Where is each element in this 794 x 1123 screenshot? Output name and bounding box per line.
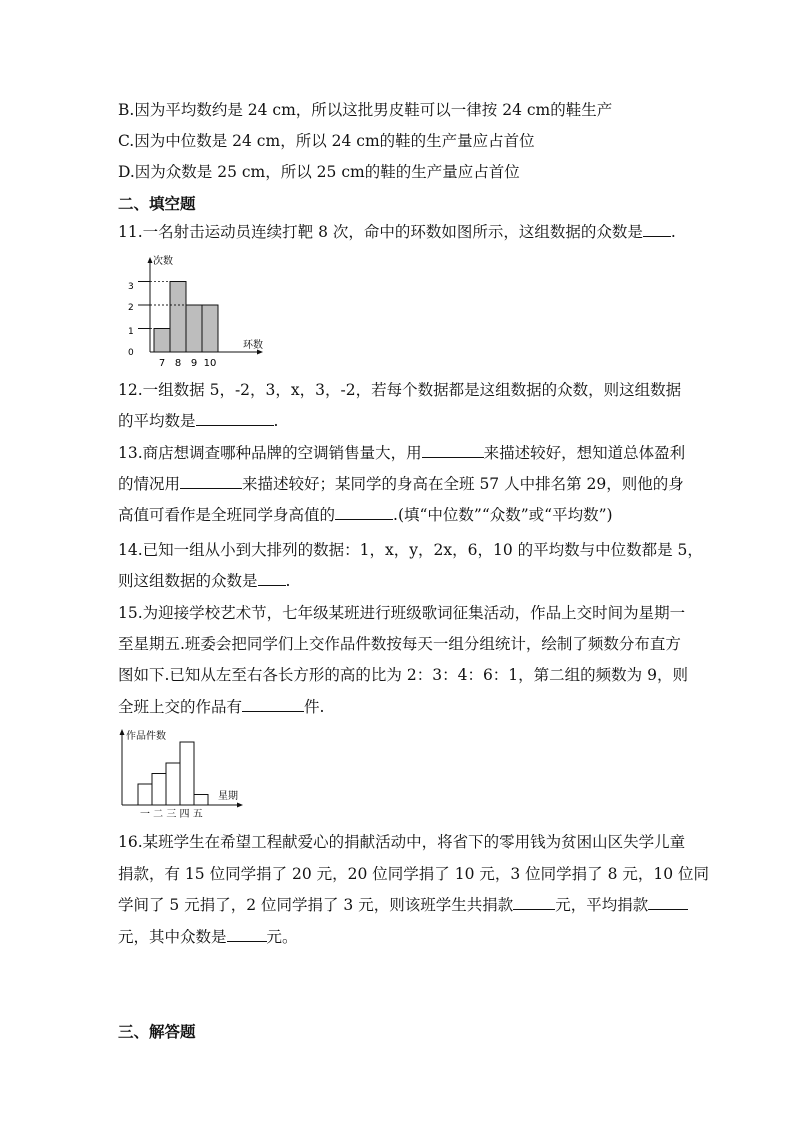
- q15-bar-1: [138, 784, 152, 805]
- q11-ylabel: 次数: [153, 256, 173, 267]
- q15-line4a: 全班上交的作品有: [118, 698, 243, 716]
- q11-ytick-0: 0: [128, 348, 134, 358]
- q15-histogram: [118, 727, 258, 823]
- q11-ytick-1: 1: [128, 327, 134, 337]
- q13-line1b: 来描述较好，想知道总体盈利: [483, 444, 686, 462]
- option-c: C.因为中位数是 24 cm，所以 24 cm的鞋的生产量应占首位: [118, 132, 535, 150]
- question-15-line-3: 图如下.已知从左至右各长方形的高的比为 2：3：4：6：1，第二组的频数为 9，则: [118, 666, 688, 684]
- q15-ylabel: 作品件数: [126, 731, 166, 742]
- q11-bar-10: [202, 305, 218, 352]
- option-b: B.因为平均数约是 24 cm，所以这批男皮鞋可以一律按 24 cm的鞋生产: [118, 101, 613, 119]
- q12-end: .: [273, 412, 279, 430]
- q13-line2b: 来描述较好；某同学的身高在全班 57 人中排名第 29，则他的身: [242, 475, 684, 493]
- q14-end: .: [285, 572, 291, 590]
- q15-line4b: 件.: [304, 698, 325, 716]
- question-15-line-2: 至星期五.班委会把同学们上交作品件数按每天一组分组统计，绘制了频数分布直方: [118, 635, 681, 653]
- q16-blank-3: [227, 927, 267, 942]
- q11-xtick-8: 8: [174, 358, 182, 369]
- q13-blank-1: [422, 443, 484, 458]
- q15-bar-3: [166, 763, 180, 805]
- question-16-line-2: 捐款，有 15 位同学捐了 20 元，20 位同学捐了 10 元，3 位同学捐了 8 元，10 位同: [118, 865, 710, 883]
- q16-blank-1: [513, 895, 555, 910]
- q15-blank: [242, 697, 304, 712]
- question-11: [118, 222, 676, 242]
- q11-xlabel: 环数: [243, 340, 263, 351]
- question-13-line-3: [118, 505, 613, 525]
- q16-line4b: 元。: [266, 928, 298, 946]
- option-d: D.因为众数是 25 cm，所以 25 cm的鞋的生产量应占首位: [118, 163, 520, 181]
- q11-ytick-3: 3: [128, 282, 134, 292]
- q13-line2a: 的情况用: [118, 475, 181, 493]
- question-16-line-4: [118, 927, 298, 947]
- q11-bar-9: [186, 305, 202, 352]
- q11-xtick-10: 10: [203, 358, 217, 369]
- section-3-title: 三、解答题: [118, 1022, 196, 1041]
- q11-ytick-2: 2: [128, 303, 134, 313]
- q16-blank-2: [648, 895, 688, 910]
- question-13-line-1: [118, 443, 685, 463]
- q12-blank: [196, 411, 274, 426]
- q15-y-arrow: [120, 729, 125, 735]
- q14-blank: [258, 571, 286, 586]
- question-14-line-2: [118, 571, 290, 591]
- question-13-line-2: [118, 474, 684, 494]
- question-12-line-1: 12.一组数据 5，-2，3，x，3，-2，若每个数据都是这组数据的众数，则这组数据: [118, 381, 682, 399]
- question-16-line-1: 16.某班学生在希望工程献爱心的捐献活动中，将省下的零用钱为贫困山区失学儿童: [118, 833, 686, 851]
- question-14-line-1: 14.已知一组从小到大排列的数据：1，x，y，2x，6，10 的平均数与中位数都是 5，: [118, 541, 703, 559]
- q11-y-arrow: [148, 257, 153, 263]
- q14-text: 则这组数据的众数是: [118, 572, 258, 590]
- q11-bar-chart: [118, 252, 278, 372]
- q15-xlabel: 星期: [218, 791, 238, 802]
- section-2-title: 二、填空题: [118, 194, 196, 213]
- q15-x-arrow: [237, 803, 243, 808]
- question-15-line-1: 15.为迎接学校艺术节，七年级某班进行班级歌词征集活动，作品上交时间为星期一: [118, 604, 686, 622]
- q13-line1a: 13.商店想调查哪种品牌的空调销售量大，用: [118, 444, 422, 462]
- q15-bar-5: [194, 795, 208, 806]
- q13-line3b: .(填“中位数”“众数”或“平均数”): [393, 506, 613, 524]
- q11-blank: [643, 222, 671, 237]
- q13-blank-3: [335, 505, 393, 520]
- q11-bar-8: [170, 282, 186, 353]
- q11-xtick-9: 9: [190, 358, 198, 369]
- q16-line3a: 学间了 5 元捐了，2 位同学捐了 3 元，则该班学生共捐款: [118, 896, 514, 914]
- q16-line4a: 元，其中众数是: [118, 928, 227, 946]
- q15-bar-2: [152, 774, 166, 806]
- q11-end: .: [670, 223, 676, 241]
- q11-bar-7: [154, 329, 170, 353]
- q15-xticks: 一 二 三 四 五: [140, 809, 203, 820]
- question-12-line-2: [118, 411, 278, 431]
- q11-text: 11.一名射击运动员连续打靶 8 次，命中的环数如图所示，这组数据的众数是: [118, 223, 643, 241]
- q12-text: 的平均数是: [118, 412, 196, 430]
- question-16-line-3: [118, 895, 688, 915]
- q16-line3b: 元，平均捐款: [555, 896, 649, 914]
- q11-xtick-7: 7: [158, 358, 166, 369]
- question-15-line-4: [118, 697, 324, 717]
- q13-blank-2: [180, 474, 242, 489]
- q15-bar-4: [180, 742, 194, 805]
- q13-line3a: 高值可看作是全班同学身高值的: [118, 506, 336, 524]
